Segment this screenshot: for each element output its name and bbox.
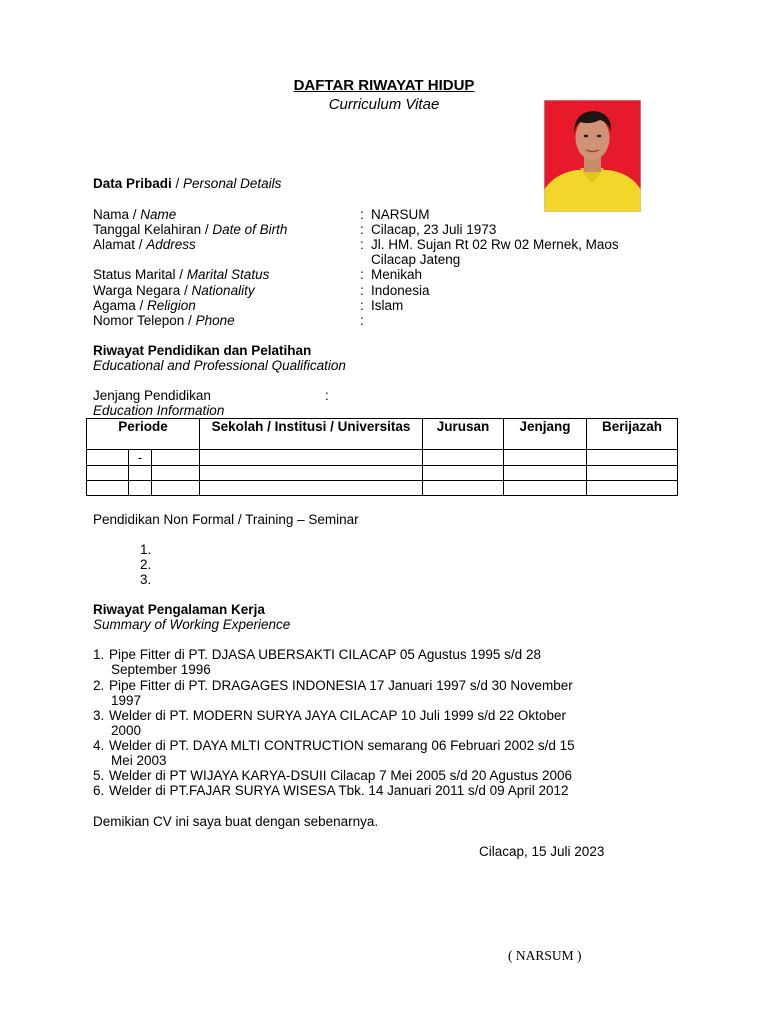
table-header-row [87, 419, 678, 450]
training-heading: Pendidikan Non Formal / Training – Seminar [93, 512, 359, 527]
table-cell [423, 466, 504, 481]
education-level-colon: : [325, 388, 329, 403]
colon: : [360, 207, 364, 222]
table-cell [129, 466, 152, 481]
list-item-continuation: 1997 [111, 693, 142, 708]
education-heading-en: Educational and Professional Qualification [93, 358, 346, 373]
table-cell [200, 466, 423, 481]
table-cell [87, 481, 129, 496]
table-cell [423, 481, 504, 496]
table-cell [587, 466, 678, 481]
table-cell [152, 450, 200, 466]
label-marital-status: Status Marital / Marital Status [93, 267, 270, 282]
label-religion: Agama / Religion [93, 298, 196, 313]
list-item: 3. [140, 572, 152, 587]
document-title: DAFTAR RIWAYAT HIDUP [293, 77, 475, 94]
table-cell [587, 450, 678, 466]
value-religion: Islam [371, 298, 404, 313]
table-row [87, 450, 678, 466]
table-row [87, 481, 678, 496]
table-cell [587, 481, 678, 496]
header-certified: Berijazah [587, 419, 678, 450]
education-table [86, 418, 678, 496]
table-cell [504, 481, 587, 496]
header-periode: Periode [87, 419, 200, 450]
table-cell [504, 466, 587, 481]
table-cell [152, 466, 200, 481]
table-cell [152, 481, 200, 496]
personal-heading: Data Pribadi / Personal Details [93, 176, 282, 191]
value-marital-status: Menikah [371, 267, 423, 282]
value-date-of-birth: Cilacap, 23 Juli 1973 [371, 222, 497, 237]
value-nationality: Indonesia [371, 283, 430, 298]
list-item-continuation: September 1996 [111, 662, 211, 677]
profile-photo [544, 100, 641, 212]
value-name: NARSUM [371, 207, 430, 222]
education-level-label-en: Education Information [93, 403, 225, 418]
list-item: 1. [140, 542, 152, 557]
label-address: Alamat / Address [93, 237, 196, 252]
education-level-label: Jenjang Pendidikan [93, 388, 211, 403]
table-cell [129, 481, 152, 496]
label-phone: Nomor Telepon / Phone [93, 313, 235, 328]
header-institution: Sekolah / Institusi / Universitas [200, 419, 423, 450]
table-cell [200, 450, 423, 466]
education-heading: Riwayat Pendidikan dan Pelatihan [93, 343, 312, 358]
colon: : [360, 283, 364, 298]
list-item: 2. Pipe Fitter di PT. DRAGAGES INDONESIA 17 Januari 1997 s/d 30 November [93, 678, 573, 693]
colon: : [360, 267, 364, 282]
value-address-line2: Cilacap Jateng [371, 252, 461, 267]
table-cell [87, 466, 129, 481]
list-item: 3. Welder di PT. MODERN SURYA JAYA CILACAP 10 Juli 1999 s/d 22 Oktober [93, 708, 566, 723]
header-major: Jurusan [423, 419, 504, 450]
label-date-of-birth: Tanggal Kelahiran / Date of Birth [93, 222, 288, 237]
table-cell [87, 450, 129, 466]
list-item: 2. [140, 557, 152, 572]
table-cell [423, 450, 504, 466]
colon: : [360, 298, 364, 313]
list-item: 5. Welder di PT WIJAYA KARYA-DSUII Cilacap 7 Mei 2005 s/d 20 Agustus 2006 [93, 768, 572, 783]
list-item: 6. Welder di PT.FAJAR SURYA WISESA Tbk. 14 Januari 2011 s/d 09 April 2012 [93, 783, 569, 798]
list-item: 4. Welder di PT. DAYA MLTI CONTRUCTION semarang 06 Februari 2002 s/d 15 [93, 738, 575, 753]
table-row [87, 466, 678, 481]
colon: : [360, 237, 364, 252]
table-cell: - [129, 450, 152, 466]
label-nationality: Warga Negara / Nationality [93, 283, 255, 298]
colon: : [360, 222, 364, 237]
list-item-continuation: Mei 2003 [111, 753, 167, 768]
value-address: Jl. HM. Sujan Rt 02 Rw 02 Mernek, Maos [371, 237, 619, 252]
signature-name: ( NARSUM ) [508, 948, 582, 963]
place-date: Cilacap, 15 Juli 2023 [479, 844, 605, 859]
colon: : [360, 313, 364, 328]
header-level: Jenjang [504, 419, 587, 450]
table-cell [504, 450, 587, 466]
closing-statement: Demikian CV ini saya buat dengan sebenarnya. [93, 814, 379, 829]
document-subtitle: Curriculum Vitae [328, 96, 440, 113]
label-name: Nama / Name [93, 207, 177, 222]
table-cell [200, 481, 423, 496]
work-heading: Riwayat Pengalaman Kerja [93, 602, 265, 617]
list-item: 1. Pipe Fitter di PT. DJASA UBERSAKTI CILACAP 05 Agustus 1995 s/d 28 [93, 647, 541, 662]
list-item-continuation: 2000 [111, 723, 142, 738]
work-heading-en: Summary of Working Experience [93, 617, 291, 632]
